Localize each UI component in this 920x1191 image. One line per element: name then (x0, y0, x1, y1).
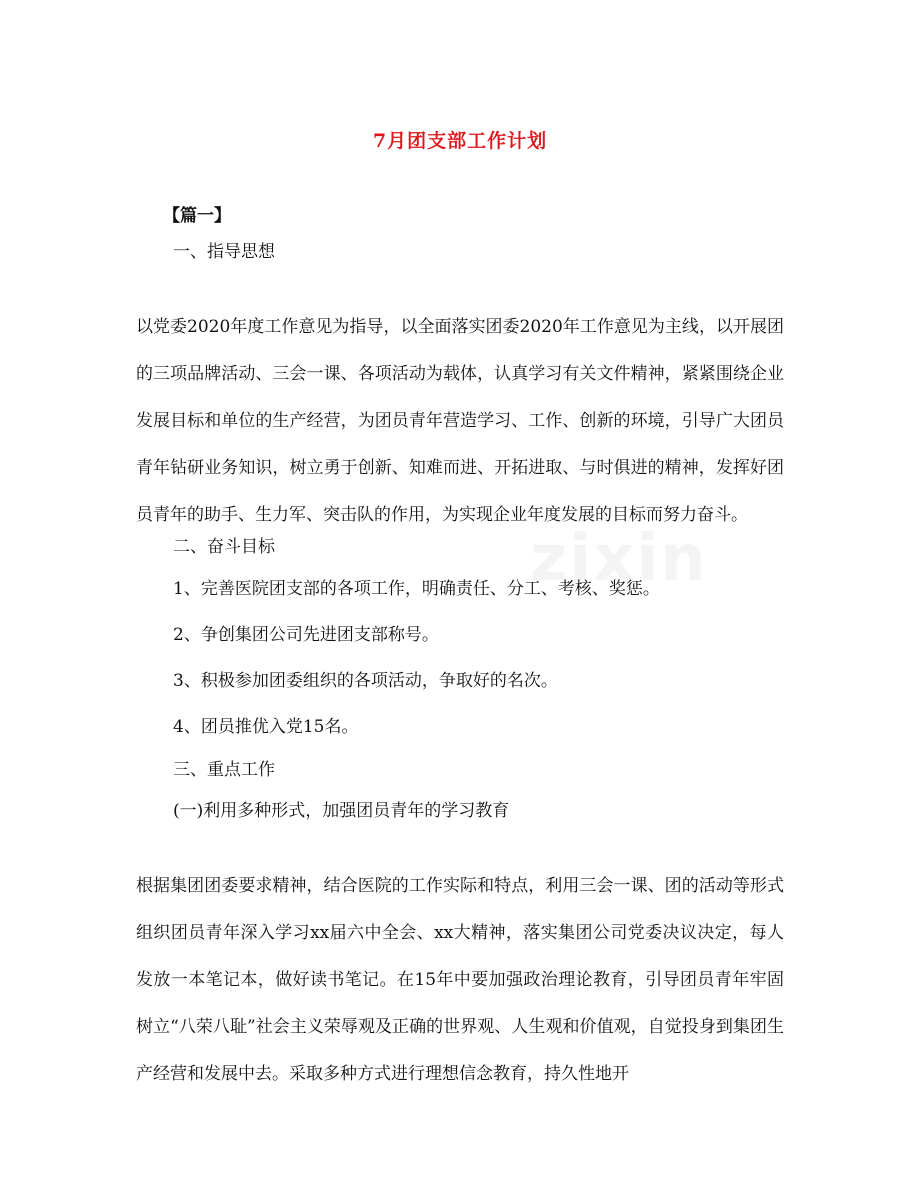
goal-item: 1、完善医院团支部的各项工作，明确责任、分工、考核、奖惩。 (173, 579, 660, 599)
document-title: 7月团支部工作计划 (372, 130, 548, 152)
heading-guiding-ideology: 一、指导思想 (173, 242, 275, 262)
goal-item: 3、积极参加团委组织的各项活动，争取好的名次。 (173, 671, 558, 691)
watermark (530, 522, 708, 596)
paragraph-guiding-ideology: 以党委2020年度工作意见为指导，以全面落实团委2020年工作意见为主线，以开展团的三项品牌活动、三会一课、各项活动为载体，认真学习有关文件精神，紧紧围绕企业发展目标和单位的生产经营，为团员青年营造学习、工作、创新的环境，引导广大团员青年钻研业务知识，树立勇于创新、知难而进、开拓进取、与时俱进的精神，发挥好团员青年的助手、生力军、突击队的作用，为实现企业年度发展的目标而努力奋斗。 (136, 317, 784, 525)
section-label: 【篇一】 (163, 206, 231, 226)
subheading-study-education: (一)利用多种形式，加强团员青年的学习教育 (173, 801, 510, 821)
heading-key-work: 三、重点工作 (173, 760, 275, 780)
goal-item: 4、团员推优入党15名。 (173, 717, 359, 737)
goal-item: 2、争创集团公司先进团支部称号。 (173, 625, 439, 645)
paragraph-study-education: 根据集团团委要求精神，结合医院的工作实际和特点，利用三会一课、团的活动等形式组织团员青年深入学习xx届六中全会、xx大精神，落实集团公司党委决议决定，每人发放一本笔记本，做好读书笔记。在15年中要加强政治理论教育，引导团员青年牢固树立“八荣八耻”社会主义荣辱观及正确的世界观、人生观和价值观，自觉投身到集团生产经营和发展中去。采取多种方式进行理想信念教育，持久性地开 (136, 876, 784, 1084)
heading-goals: 二、奋斗目标 (173, 537, 275, 557)
